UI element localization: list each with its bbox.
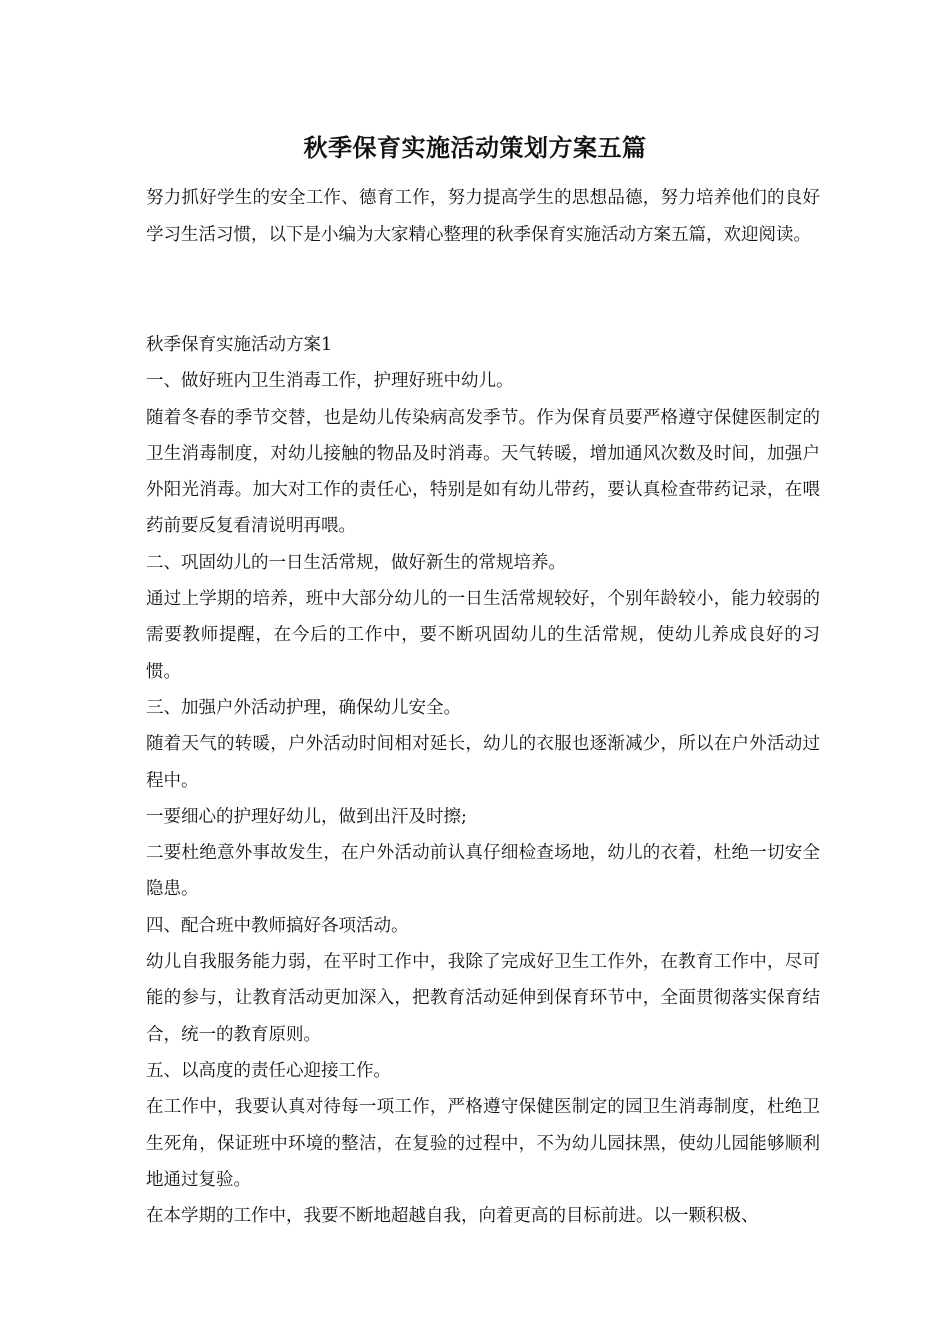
- body-paragraph: 随着冬春的季节交替，也是幼儿传染病高发季节。作为保育员要严格遵守保健医制定的卫生消毒制度，对幼儿接触的物品及时消毒。天气转暖，增加通风次数及时间，加强户外阳光消毒。加大对工作的责任心，特别是如有幼儿带药，要认真检查带药记录，在喂药前要反复看清说明再喂。: [146, 407, 820, 537]
- body-paragraph: 在工作中，我要认真对待每一项工作，严格遵守保健医制定的园卫生消毒制度，杜绝卫生死角，保证班中环境的整洁，在复验的过程中，不为幼儿园抹黑，使幼儿园能够顺利地通过复验。: [146, 1097, 820, 1190]
- item-heading-4: 四、配合班中教师搞好各项活动。: [146, 915, 409, 936]
- item-heading-5: 五、以高度的责任心迎接工作。: [146, 1060, 391, 1081]
- intro-paragraph: 努力抓好学生的安全工作、德育工作，努力提高学生的思想品德，努力培养他们的良好学习生活习惯，以下是小编为大家精心整理的秋季保育实施活动方案五篇，欢迎阅读。: [146, 188, 820, 245]
- body-paragraph: 通过上学期的培养，班中大部分幼儿的一日生活常规较好，个别年龄较小，能力较弱的需要教师提醒，在今后的工作中，要不断巩固幼儿的生活常规，使幼儿养成良好的习惯。: [146, 589, 820, 682]
- section-heading: 秋季保育实施活动方案1: [146, 335, 333, 355]
- body-paragraph: 在本学期的工作中，我要不断地超越自我，向着更高的目标前进。以一颗积极、: [146, 1206, 759, 1227]
- item-heading-1: 一、做好班内卫生消毒工作，护理好班中幼儿。: [146, 371, 514, 392]
- item-heading-3: 三、加强户外活动护理，确保幼儿安全。: [146, 697, 461, 718]
- body-paragraph: 幼儿自我服务能力弱，在平时工作中，我除了完成好卫生工作外，在教育工作中，尽可能的参与，让教育活动更加深入，把教育活动延伸到保育环节中，全面贯彻落实保育结合，统一的教育原则。: [146, 952, 820, 1045]
- item-heading-2: 二、巩固幼儿的一日生活常规，做好新生的常规培养。: [146, 552, 566, 573]
- body-paragraph: 随着天气的转暖，户外活动时间相对延长，幼儿的衣服也逐渐减少，所以在户外活动过程中。: [146, 734, 820, 791]
- body-paragraph: 一要细心的护理好幼儿，做到出汗及时擦;: [146, 806, 467, 827]
- document-body: [146, 327, 820, 1234]
- body-paragraph: 二要杜绝意外事故发生，在户外活动前认真仔细检查场地，幼儿的衣着，杜绝一切安全隐患。: [146, 843, 820, 900]
- document-title: 秋季保育实施活动策划方案五篇: [303, 133, 647, 162]
